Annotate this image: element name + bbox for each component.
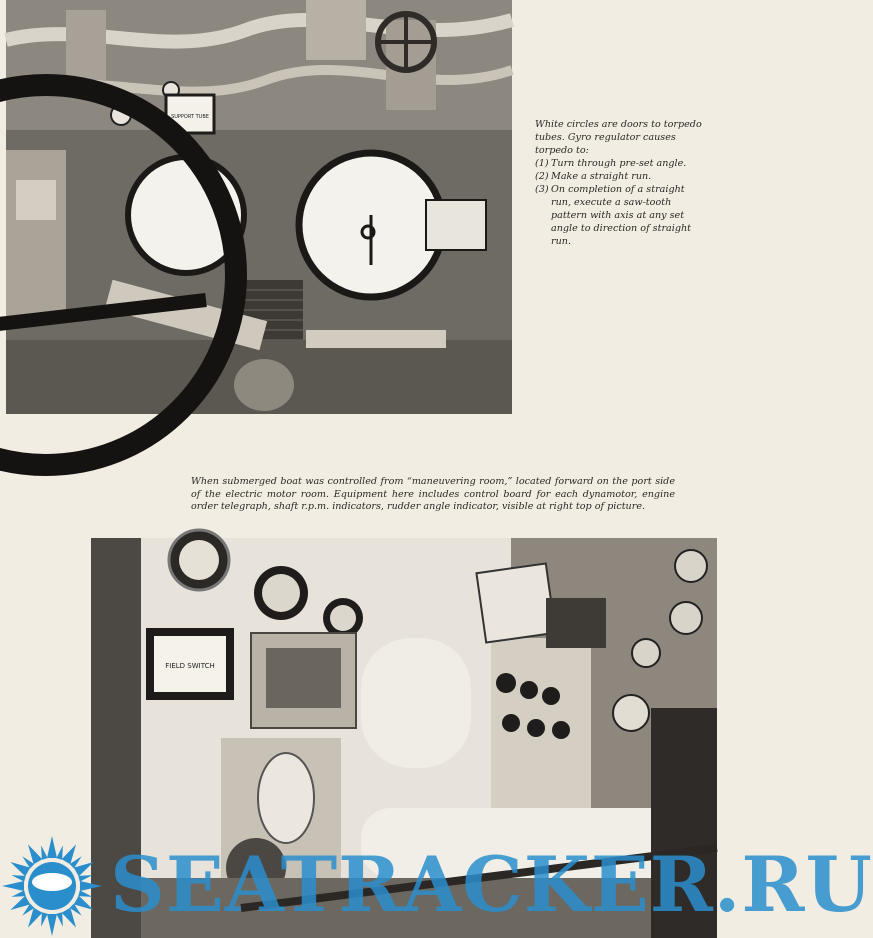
list-item <box>535 157 705 170</box>
torpedo-room-photo <box>6 0 512 414</box>
list-item <box>535 170 705 183</box>
gyro-steps-list <box>535 157 705 248</box>
list-item-number: (1) <box>535 158 549 169</box>
torpedo-caption <box>535 118 705 248</box>
maneuvering-room-caption: When submerged boat was controlled from “maneuvering room,” located forward on the port side of the electric motor room. Equipment here includes control board for each dynamotor, engine order telegraph, shaft r.p.m. indicators, rudder angle indicator, visible at right top of picture. <box>191 476 675 512</box>
list-item-number: (2) <box>535 171 549 182</box>
seatracker-watermark <box>0 834 873 938</box>
watermark-text: SEATRACKER.RU <box>110 840 873 929</box>
torpedo-caption-intro: White circles are doors to torpedo tubes. Gyro regulator causes torpedo to: <box>535 119 702 156</box>
list-item-number: (3) <box>535 184 549 195</box>
support-tube-placard: SUPPORT TUBE <box>171 114 209 120</box>
list-item-text: Make a straight run. <box>551 171 652 182</box>
field-switch-placard: FIELD SWITCH <box>165 662 215 670</box>
list-item <box>535 183 705 248</box>
list-item-text: Turn through pre-set angle. <box>551 158 687 169</box>
sun-logo-icon <box>0 834 120 938</box>
list-item-text: On completion of a straight run, execute a saw-tooth pattern with axis at any set angle to direction of straight run. <box>551 184 691 247</box>
torpedo-room-illustration <box>6 0 512 414</box>
